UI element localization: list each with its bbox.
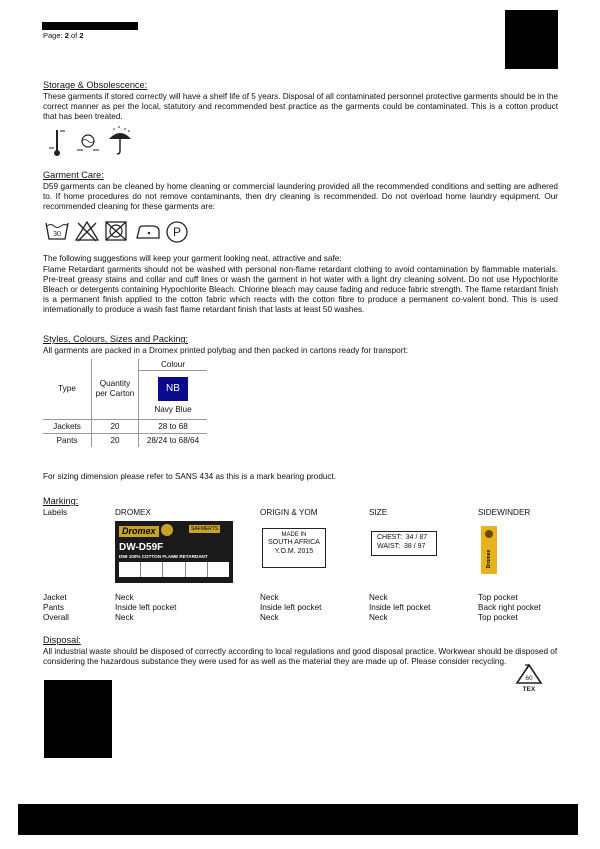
- pos-origin-overall: Neck: [260, 613, 279, 622]
- sidewinder-brand: Dromex: [485, 549, 492, 569]
- disposal-text: All industrial waste should be disposed of correctly according to local regulations and good disposal practice. Workwear should be disposed of considering the hazardous substance they were used for as well as the material they are made up of. Please consider recycling.: [43, 647, 558, 666]
- garment-pants: Pants: [43, 603, 64, 612]
- pos-dromex-jacket: Neck: [115, 593, 134, 602]
- wash-temp-text: 30: [53, 231, 61, 238]
- row-sizes: 28 to 68: [139, 420, 208, 434]
- origin-line: SOUTH AFRICA: [268, 539, 320, 547]
- pos-side-overall: Top pocket: [478, 613, 518, 622]
- labels-row-label: Labels: [43, 508, 68, 517]
- pos-dromex-overall: Neck: [115, 613, 134, 622]
- sizing-note: For sizing dimension please refer to SANS 434 as this is a mark bearing product.: [43, 472, 337, 481]
- safmerts-seal: SAFMERTS: [191, 526, 219, 532]
- styles-text: All garments are packed in a Dromex printed polybag and then packed in cartons ready for transport:: [43, 346, 408, 355]
- swatch-name: Navy Blue: [154, 405, 192, 415]
- size-label: [371, 531, 437, 556]
- garment-overall: Overall: [43, 613, 69, 622]
- care-symbols-strip: [119, 562, 229, 577]
- sidewinder-tab: [481, 526, 497, 574]
- row-sizes: 28/24 to 68/64: [139, 434, 208, 448]
- origin-line: MADE IN: [281, 532, 307, 538]
- col-sidewinder: SIDEWINDER: [478, 508, 531, 517]
- pos-size-jacket: Neck: [369, 593, 388, 602]
- dromex-emblem-icon: [161, 524, 173, 536]
- umbrella-icon: [106, 125, 134, 157]
- dromex-label: [115, 521, 233, 583]
- col-size: SIZE: [369, 508, 388, 517]
- dromex-brand: Dromex: [119, 526, 159, 537]
- recycle-label: TEX: [522, 686, 536, 692]
- styles-heading: Styles, Colours, Sizes and Packing:: [43, 334, 189, 344]
- pos-origin-jacket: Neck: [260, 593, 279, 602]
- row-type: Jackets: [43, 420, 92, 434]
- recycle-tex-icon: [513, 662, 545, 692]
- redacted-logo-top-right: [505, 10, 558, 69]
- care-heading: Garment Care:: [43, 170, 104, 180]
- disposal-heading: Disposal:: [43, 635, 81, 645]
- recycle-code: 60: [525, 675, 533, 682]
- size-chest: CHEST: 34 / 87: [377, 534, 428, 541]
- col-dromex: DROMEX: [115, 508, 151, 517]
- redacted-footer-bar: [18, 804, 578, 835]
- origin-line: Y.O.M. 2015: [274, 547, 314, 555]
- care-text: D59 garments can be cleaned by home cleaning or commercial laundering provided all the recommended conditions and setting are adhered to. If home procedures do not remove contaminants, then dry cleaning is recommended. Do not overload home laundry equipment. Our recommended cleaning for these garments are:: [43, 182, 558, 211]
- pos-size-pants: Inside left pocket: [369, 603, 431, 612]
- dry-clean-p-icon: [165, 220, 189, 244]
- thermometer-icon: [44, 127, 70, 159]
- row-type: Pants: [43, 434, 92, 448]
- colour-swatch-cell: [139, 371, 208, 420]
- navy-swatch: NB: [158, 377, 188, 401]
- suggestions-text: Flame Retardant garments should not be washed with personal non-flame retardant clothing to avoid contamination by flammable materials. Pre-treat greasy stains and collar and cuff lines or wash the garment in hot water with a light dry cleaning solvent. Do not use Hypochlorite Bleach or detergents containing Hypochlorite Bleach. Chlorine bleach may cause fading and reduce fabric strength. The flame retardant finish is a permanent finish applied to the cotton fabric which reacts with the cotton fibre to produce a permanent co-valent bond. This is used internationally to produce a wash fast flame retardant finish that lasts at least 50 washes.: [43, 265, 558, 314]
- pos-origin-pants: Inside left pocket: [260, 603, 322, 612]
- col-colour-header: Colour: [139, 359, 208, 371]
- col-qty-header: Quantity per Carton: [92, 359, 139, 420]
- storage-text: These garments if stored correctly will have a shelf life of 5 years. Disposal of all contaminated personnel protective garments should be in the correct manner as per the local, statutory and recommended best practice as the garments could be contaminated. This is a cotton product that has been treated.: [43, 92, 558, 121]
- dromex-desc: D59 100% COTTON FLAME RETARDANT: [119, 554, 208, 559]
- wash-30-icon: [44, 220, 70, 242]
- humidity-icon: [74, 130, 102, 158]
- sidewinder-emblem-icon: [485, 530, 493, 538]
- origin-label: [262, 528, 326, 568]
- row-qty: 20: [92, 434, 139, 448]
- row-qty: 20: [92, 420, 139, 434]
- redacted-header-bar: [42, 22, 138, 30]
- iron-low-icon: [134, 221, 162, 241]
- marking-heading: Marking:: [43, 496, 79, 506]
- redacted-block-bottom-left: [44, 680, 112, 758]
- page-number: Page: 2 of 2: [43, 31, 84, 40]
- no-bleach-icon: [74, 220, 100, 242]
- col-origin: ORIGIN & YOM: [260, 508, 318, 517]
- pos-dromex-pants: Inside left pocket: [115, 603, 177, 612]
- pos-side-jacket: Top pocket: [478, 593, 518, 602]
- dromex-model: DW-D59F: [119, 542, 164, 553]
- garment-jacket: Jacket: [43, 593, 67, 602]
- dry-clean-letter: P: [172, 225, 182, 239]
- size-waist: WAIST: 38 / 97: [377, 542, 426, 550]
- no-tumble-dry-icon: [104, 220, 128, 242]
- pos-side-pants: Back right pocket: [478, 603, 541, 612]
- suggestions-intro: The following suggestions will keep your garment looking neat, attractive and safe:: [43, 254, 342, 263]
- storage-heading: Storage & Obsolescence:: [43, 80, 148, 90]
- col-type-header: Type: [43, 359, 92, 420]
- pos-size-overall: Neck: [369, 613, 388, 622]
- packing-table: [43, 359, 207, 447]
